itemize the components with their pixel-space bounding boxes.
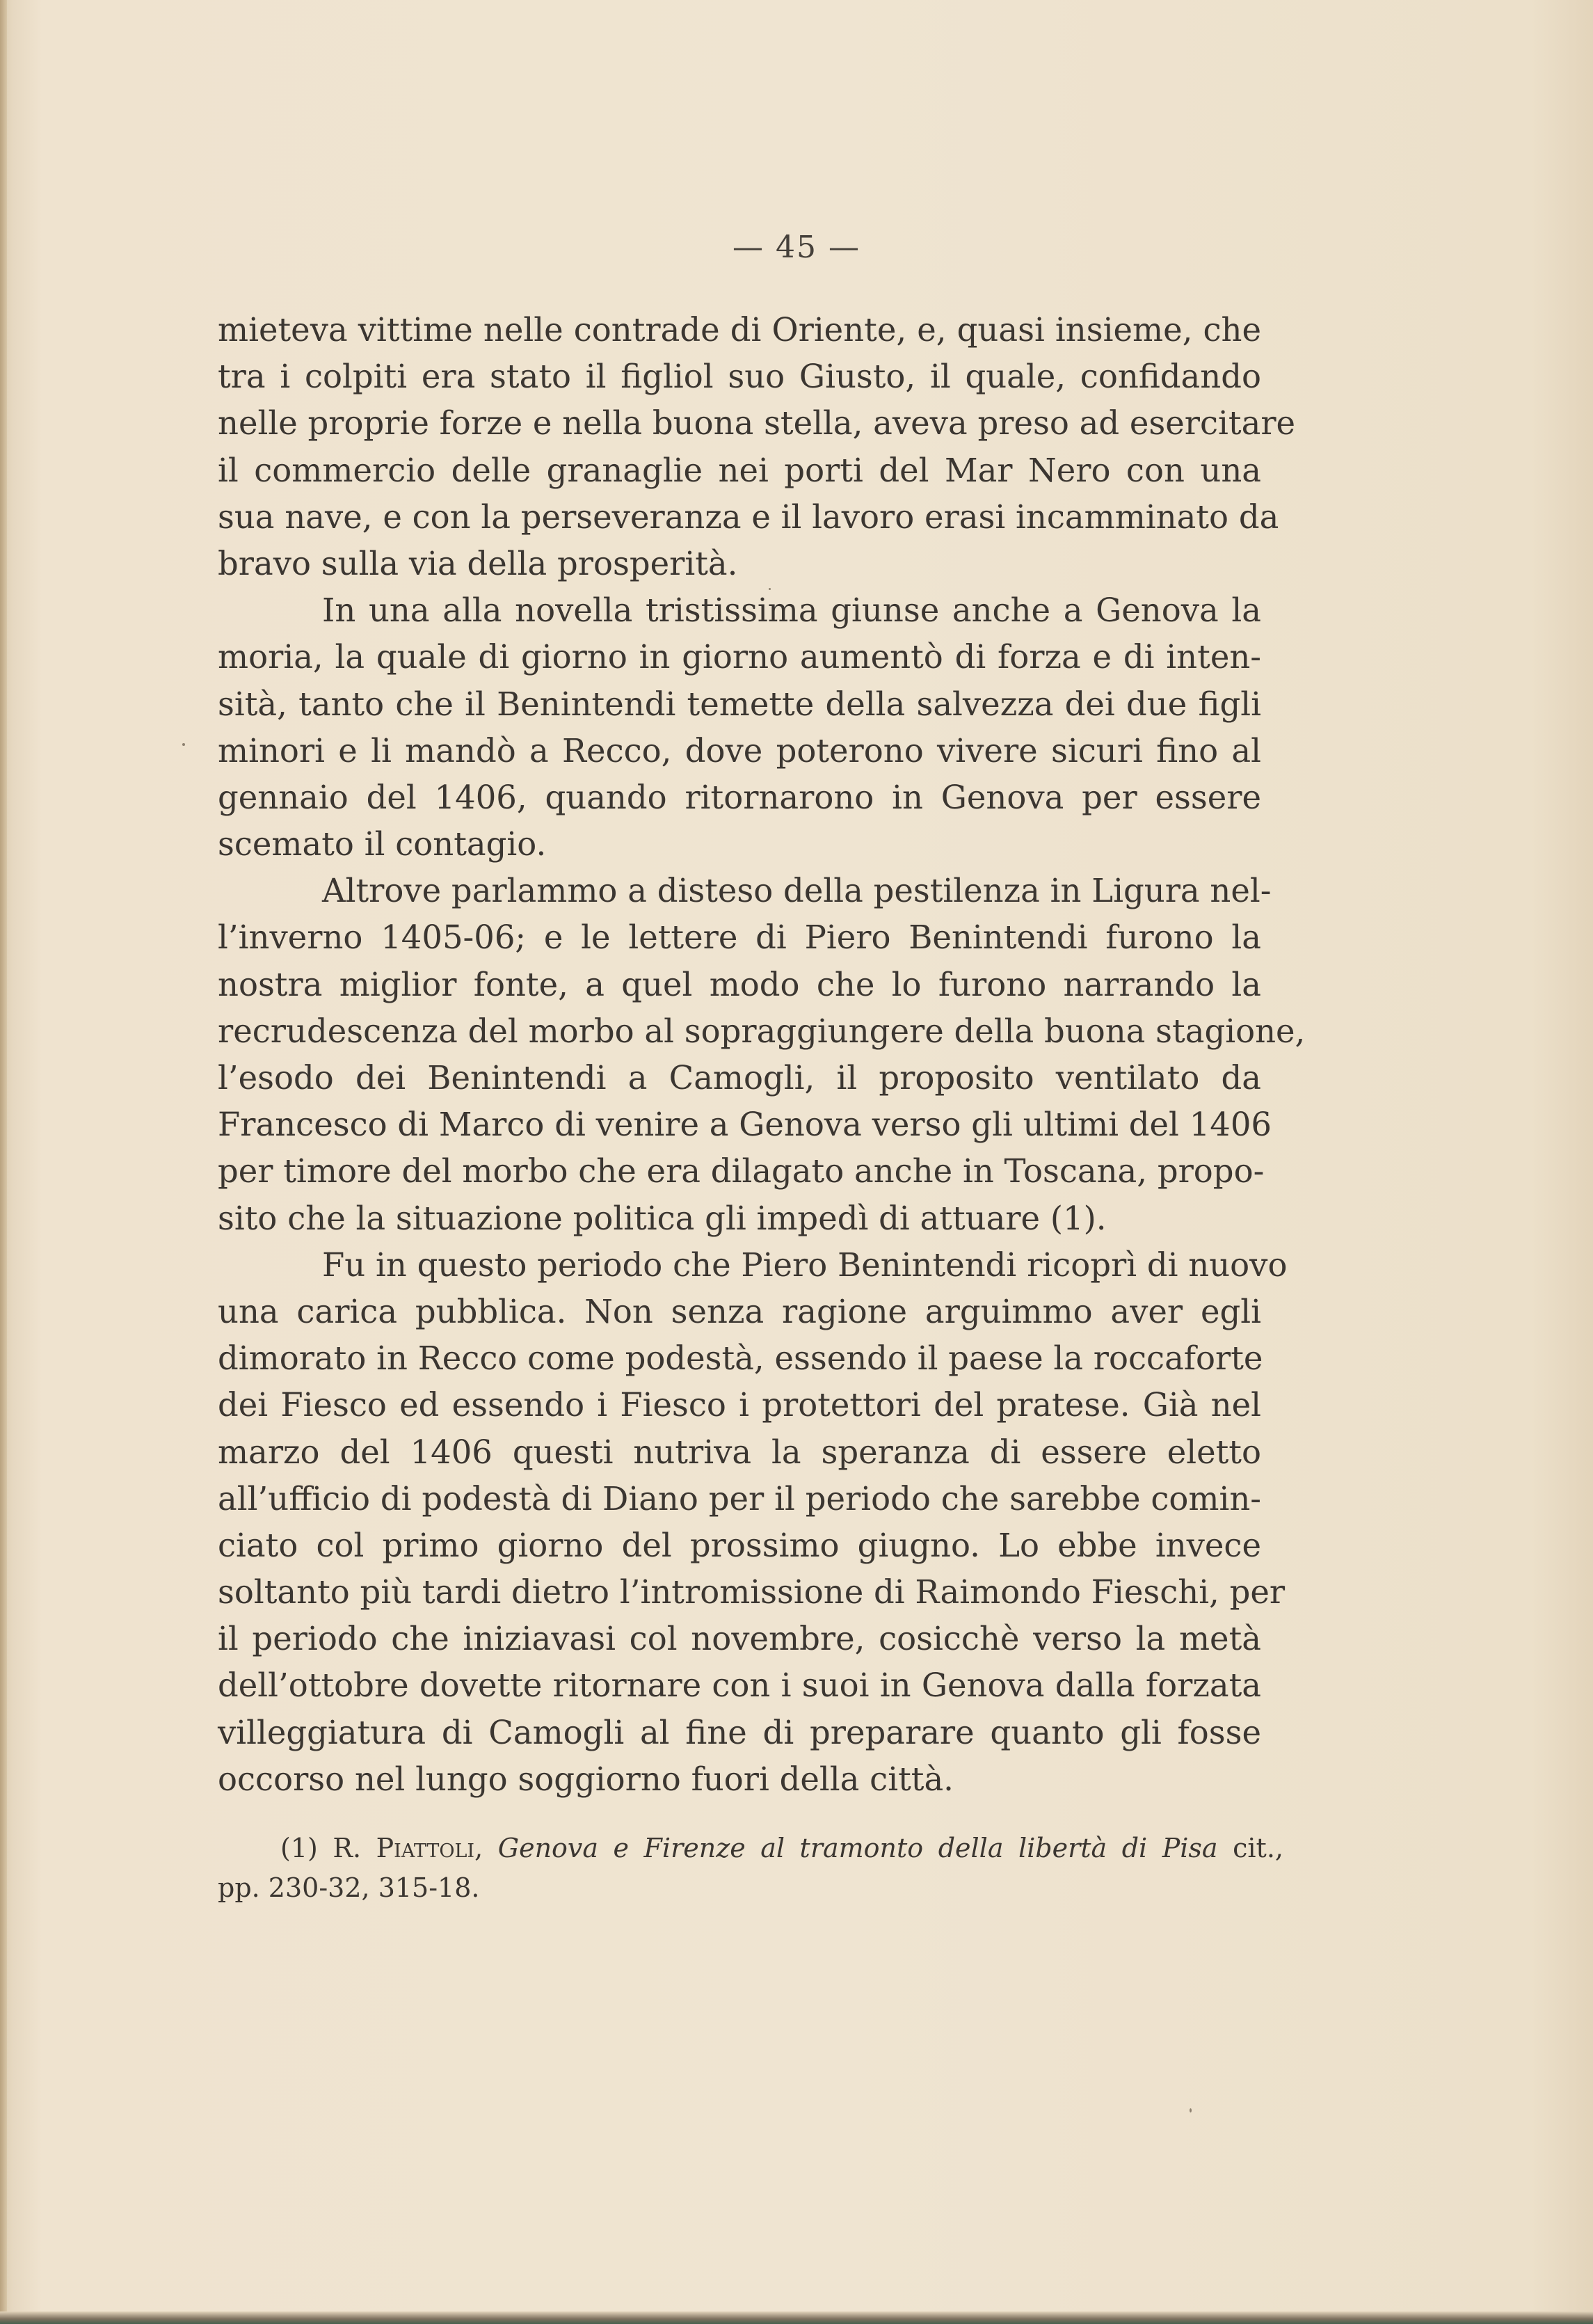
text-line: il periodo che iniziavasi col novembre, cosicchè verso la metà	[218, 1620, 1261, 1658]
footnote-title: Genova e Firenze al tramonto della libertà di Pisa	[497, 1833, 1218, 1863]
text-line: ciato col primo giorno del prossimo giugno. Lo ebbe invece	[218, 1526, 1261, 1564]
text-line: tra i colpiti era stato il figliol suo Giusto, il quale, confidando	[218, 358, 1261, 396]
paper-speck	[182, 743, 185, 746]
text-line: soltanto più tardi dietro l’intromissione di Raimondo Fieschi, per	[218, 1573, 1286, 1611]
text-line: marzo del 1406 questi nutriva la speranza di essere eletto	[218, 1433, 1261, 1471]
text-line: moria, la quale di giorno in giorno aumentò di forza e di inten-	[218, 638, 1261, 676]
text-line: sua nave, e con la perseveranza e il lavoro erasi incamminato da	[218, 498, 1279, 536]
footnote-pages: pp. 230-32, 315-18.	[218, 1872, 480, 1903]
paragraph-start-line: In una alla novella tristissima giunse anche a Genova la	[322, 591, 1261, 630]
text-line: dimorato in Recco come podestà, essendo il paese la roccaforte	[218, 1339, 1263, 1378]
text-line: recrudescenza del morbo al sopraggiungere della buona stagione,	[218, 1012, 1306, 1050]
text-line: sità, tanto che il Benintendi temette della salvezza dei due figli	[218, 685, 1261, 723]
page-bottom-edge	[0, 2311, 1593, 2324]
page-spine-edge	[0, 0, 7, 2324]
text-line: per timore del morbo che era dilagato anche in Toscana, propo-	[218, 1152, 1265, 1191]
paragraph-start-line: Altrove parlammo a disteso della pestilenza in Ligura nel-	[322, 872, 1272, 910]
text-line: villeggiatura di Camogli al fine di preparare quanto gli fosse	[218, 1713, 1261, 1751]
text-line: dei Fiesco ed essendo i Fiesco i protettori del pratese. Già nel	[218, 1386, 1261, 1424]
footnote-cit: cit.,	[1233, 1833, 1283, 1863]
text-line: dell’ottobre dovette ritornare con i suoi in Genova dalla forzata	[218, 1666, 1261, 1705]
text-line: scemato il contagio.	[218, 825, 547, 863]
text-line: all’ufficio di podestà di Diano per il periodo che sarebbe comin-	[218, 1479, 1261, 1518]
text-line: l’esodo dei Benintendi a Camogli, il proposito ventilato da	[218, 1059, 1261, 1097]
text-line: l’inverno 1405-06; e le lettere di Piero Benintendi furono la	[218, 918, 1261, 957]
text-line: bravo sulla via della prosperità.	[218, 544, 738, 582]
footnote-line	[218, 1829, 1283, 1868]
text-line: gennaio del 1406, quando ritornarono in Genova per essere	[218, 778, 1261, 816]
text-line: nelle proprie forze e nella buona stella, aveva preso ad esercitare	[218, 404, 1296, 443]
footnote	[218, 1829, 1283, 1908]
text-line: Francesco di Marco di venire a Genova verso gli ultimi del 1406	[218, 1106, 1272, 1144]
footnote-number: (1)	[280, 1833, 318, 1863]
paper-speck	[1190, 2108, 1192, 2112]
page-number: — 45 —	[733, 230, 860, 265]
paragraph-start-line: Fu in questo periodo che Piero Benintendi ricoprì di nuovo	[322, 1245, 1288, 1284]
footnote-author-surname: Piattoli,	[376, 1833, 483, 1863]
body-text	[218, 307, 1306, 1803]
text-line: nostra miglior fonte, a quel modo che lo furono narrando la	[218, 965, 1261, 1003]
text-line: minori e li mandò a Recco, dove poterono vivere sicuri fino al	[218, 731, 1261, 770]
text-line: sito che la situazione politica gli impedì di attuare (1).	[218, 1199, 1107, 1237]
text-line: occorso nel lungo soggiorno fuori della città.	[218, 1760, 954, 1798]
text-line: il commercio delle granaglie nei porti del Mar Nero con una	[218, 451, 1261, 489]
footnote-author-initial: R.	[333, 1833, 362, 1863]
paper-speck	[769, 588, 771, 590]
text-line: una carica pubblica. Non senza ragione arguimmo aver egli	[218, 1292, 1261, 1330]
text-line: mieteva vittime nelle contrade di Oriente, e, quasi insieme, che	[218, 311, 1261, 349]
